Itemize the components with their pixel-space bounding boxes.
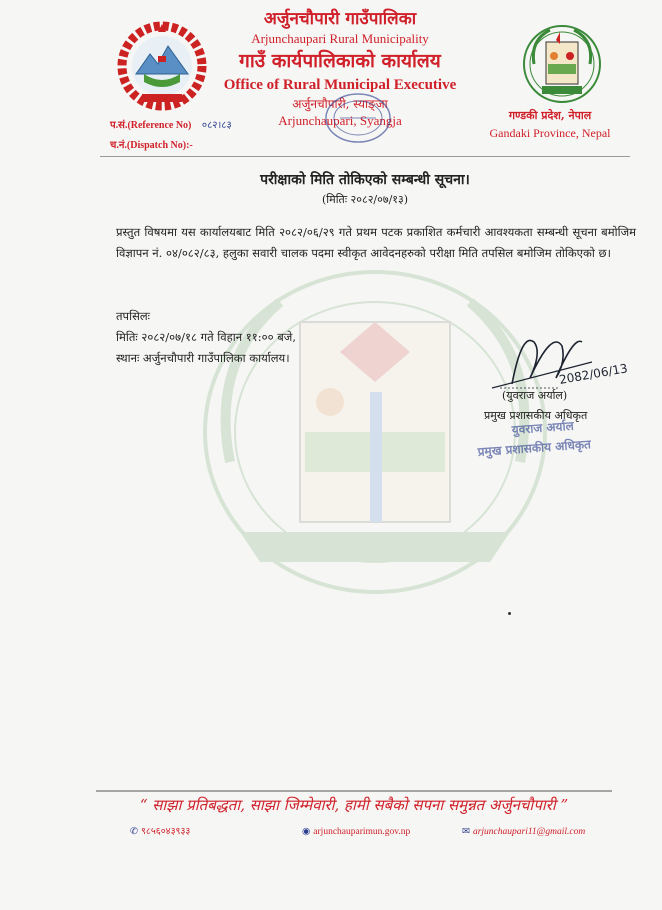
address-english: Arjunchaupari, Syangja — [278, 113, 402, 128]
notice-body: प्रस्तुत विषयमा यस कार्यालयबाट मिति २०८२/०६/२९ गते प्रथम पटक प्रकाशित कर्मचारी आवश्यकता सम्बन्धी सूचना बमोजिम विज्ञापन नं. ०४/०८२/८३, हलुका सवारी चालक पदमा स्वीकृत आवेदनहरुको परीक्षा मिति तपसिल बमोजिम तोकिएको छ। — [116, 225, 636, 260]
footer-divider — [96, 790, 612, 792]
office-stamp-icon — [318, 88, 398, 148]
schedule-block — [116, 306, 296, 369]
office-name-english: Office of Rural Municipal Executive — [223, 77, 457, 93]
dispatch-label: च.नं.(Dispatch No):- — [110, 140, 193, 151]
globe-icon: ◉ — [302, 827, 311, 837]
office-name-nepali: गाउँ कार्यपालिकाको कार्यालय — [239, 50, 441, 72]
reference-label: प.सं.(Reference No) — [110, 120, 192, 131]
schedule-venue: स्थानः अर्जुनचौपारी गाउँपालिका कार्यालय। — [116, 351, 290, 365]
contact-row — [130, 824, 600, 842]
signatory-title: प्रमुख प्रशासकीय अधिकृत — [484, 409, 588, 422]
website-link[interactable]: arjunchauparimun.gov.np — [313, 827, 411, 837]
province-english: Gandaki Province, Nepal — [489, 126, 611, 140]
email-link[interactable]: arjunchaupari11@gmail.com — [472, 827, 586, 837]
signature-date: 2082/06/13 — [558, 361, 629, 387]
contact-website[interactable] — [302, 824, 410, 840]
signatory-name: (युवराज अर्याल) — [502, 389, 568, 402]
municipality-name-nepali: अर्जुनचौपारी गाउँपालिका — [263, 9, 417, 29]
province-block — [470, 108, 630, 142]
notice-date: (मितिः २०८२/०७/१३) — [321, 193, 409, 206]
phone-number: ९८५६०४३९३३ — [140, 827, 191, 837]
phone-icon: ✆ — [130, 827, 138, 837]
signatory-stamp — [476, 416, 646, 464]
notice-subject: परीक्षाको मिति तोकिएको सम्बन्धी सूचना। — [260, 172, 470, 188]
address-nepali: अर्जुनचौपारी, स्याङ्जा — [292, 97, 388, 111]
schedule-heading: तपसिलः — [116, 309, 150, 323]
municipality-name-english: Arjunchaupari Rural Municipality — [251, 31, 429, 46]
contact-phone — [130, 824, 190, 840]
svg-text:युवराज अर्याल: युवराज अर्याल — [511, 418, 575, 437]
province-nepali: गण्डकी प्रदेश, नेपाल — [508, 109, 592, 122]
schedule-date: मितिः २०८२/०७/१८ गते विहान ११:०० बजे, — [116, 330, 296, 344]
municipality-seal-icon — [520, 20, 604, 106]
svg-text:प्रमुख प्रशासकीय अधिकृत: प्रमुख प्रशासकीय अधिकृत — [477, 437, 592, 459]
contact-email[interactable] — [462, 824, 585, 840]
footer-slogan: “ साझा प्रतिबद्धता, साझा जिम्मेवारी, हामी सबैको सपना समुन्नत अर्जुनचौपारी ” — [139, 796, 569, 814]
stray-mark — [508, 612, 511, 615]
header-divider — [100, 156, 630, 157]
reference-value: ०८२।८३ — [201, 120, 232, 131]
mail-icon: ✉ — [462, 827, 470, 837]
reference-block — [110, 116, 232, 156]
